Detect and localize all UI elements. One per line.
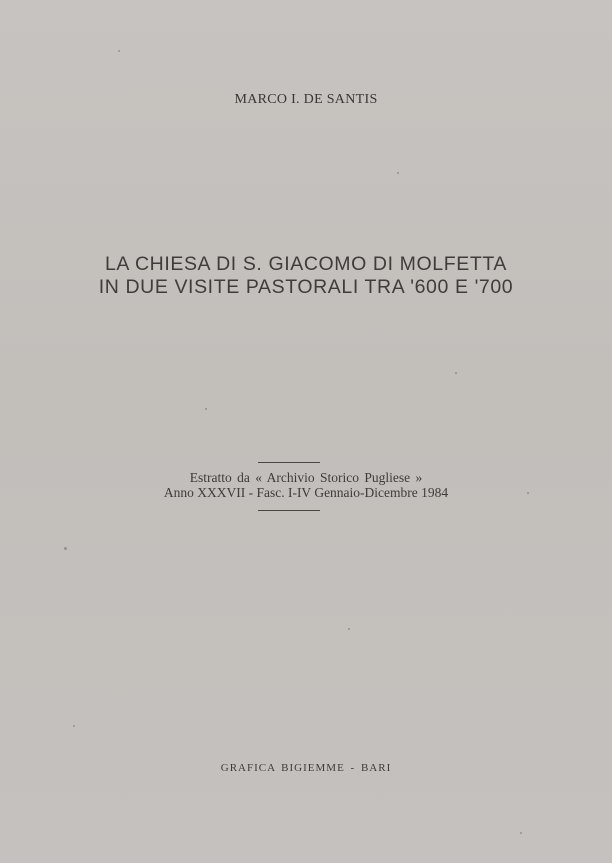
paper-speck xyxy=(73,725,75,727)
paper-speck xyxy=(455,372,457,374)
title-line-1: LA CHIESA DI S. GIACOMO DI MOLFETTA xyxy=(104,253,508,275)
paper-speck xyxy=(205,408,207,410)
title-line-2: IN DUE VISITE PASTORALI TRA '600 E '700 xyxy=(98,276,514,298)
divider-bottom xyxy=(258,510,320,511)
paper-speck xyxy=(348,628,350,630)
extract-issue-line: Anno XXXVII - Fasc. I-IV Gennaio-Dicembre 1984 xyxy=(163,485,449,500)
paper-speck xyxy=(397,172,399,174)
extract-source-line: Estratto da « Archivio Storico Pugliese » xyxy=(189,470,423,485)
divider-top xyxy=(258,462,320,463)
paper-speck xyxy=(520,832,522,834)
paper-speck xyxy=(118,50,120,52)
paper-speck xyxy=(64,547,67,550)
publisher-imprint: GRAFICA BIGIEMME - BARI xyxy=(220,762,392,774)
author-name: MARCO I. DE SANTIS xyxy=(234,92,378,107)
paper-speck xyxy=(527,492,529,494)
